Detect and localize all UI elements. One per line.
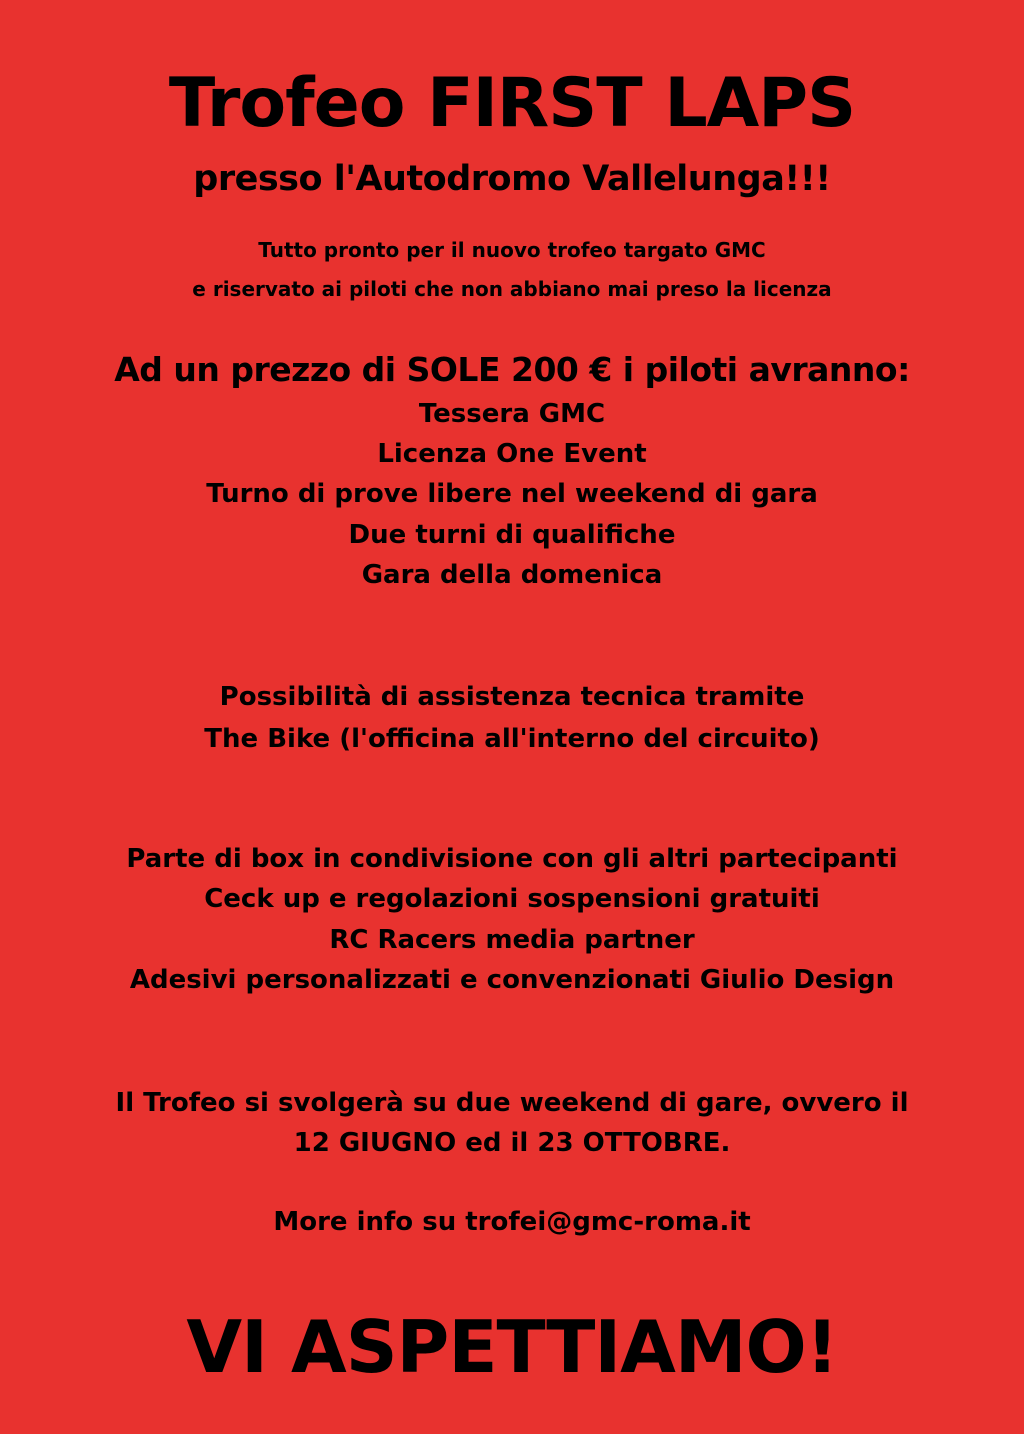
contact-info: More info su trofei@gmc-roma.it — [273, 1207, 751, 1237]
extra-item-suspension-check: Ceck up e regolazioni sospensioni gratuiti — [204, 884, 820, 914]
dates-line-2: 12 GIUGNO ed il 23 OTTOBRE. — [293, 1128, 731, 1158]
included-item-membership: Tessera GMC — [418, 399, 606, 429]
included-item-license: Licenza One Event — [377, 439, 647, 469]
extra-item-stickers: Adesivi personalizzati e convenzionati Giulio Design — [129, 965, 895, 995]
included-item-free-practice: Turno di prove libere nel weekend di gara — [206, 479, 818, 509]
poster-title: Trofeo FIRST LAPS — [168, 64, 856, 143]
offer-heading: Ad un prezzo di SOLE 200 € i piloti avranno: — [114, 350, 910, 389]
included-item-sunday-race: Gara della domenica — [361, 560, 663, 590]
closing-slogan: VI ASPETTIAMO! — [186, 1305, 838, 1389]
assistance-line-2: The Bike (l'officina all'interno del circuito) — [204, 724, 820, 754]
intro-line-1: Tutto pronto per il nuovo trofeo targato GMC — [258, 238, 766, 262]
assistance-line-1: Possibilità di assistenza tecnica tramite — [219, 682, 805, 712]
extra-item-shared-box: Parte di box in condivisione con gli altri partecipanti — [126, 844, 898, 874]
dates-line-1: Il Trofeo si svolgerà su due weekend di gare, ovvero il — [115, 1088, 909, 1118]
included-item-qualifying: Due turni di qualifiche — [348, 520, 676, 550]
intro-line-2: e riservato ai piloti che non abbiano mai preso la licenza — [192, 277, 832, 301]
extra-item-media-partner: RC Racers media partner — [329, 925, 695, 955]
poster-subtitle: presso l'Autodromo Vallelunga!!! — [193, 159, 831, 199]
